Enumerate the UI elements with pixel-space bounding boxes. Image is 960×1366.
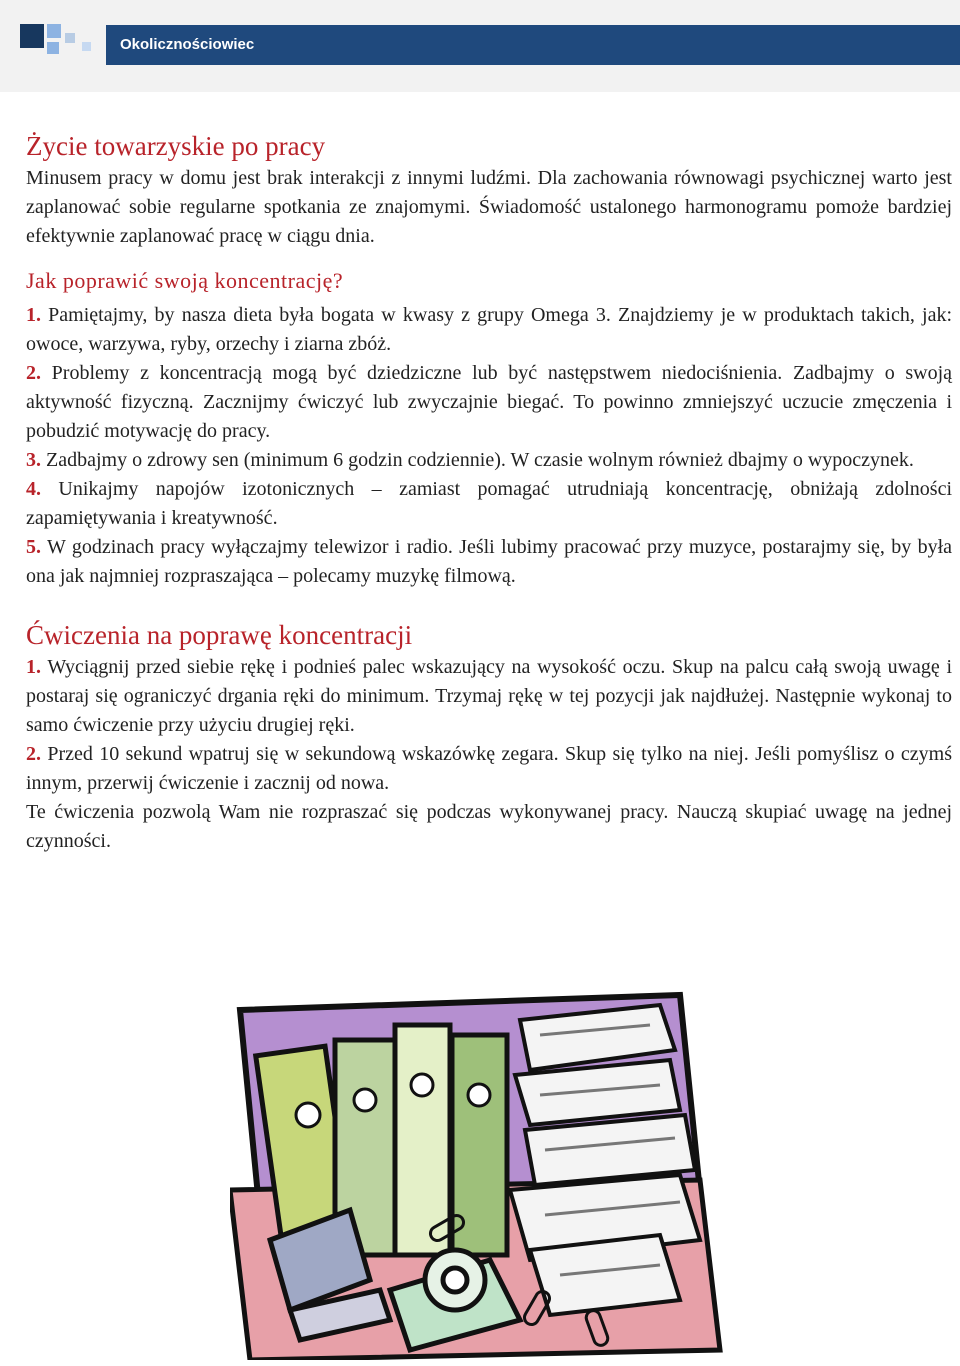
list-item — [26, 475, 952, 533]
list-number: 1. — [26, 304, 41, 326]
logo-square-light-small — [47, 42, 59, 54]
list-item — [26, 740, 952, 798]
section-paragraph-social-life: Minusem pracy w domu jest brak interakcji z innymi ludźmi. Dla zachowania równowagi psychicznej warto jest zaplanować sobie regularne spotkania ze znajomymi. Świadomość ustalonego harmonogramu pomoże bardziej efektywnie zaplanować pracę w ciągu dnia. — [26, 167, 952, 247]
concentration-list — [26, 301, 952, 591]
section-heading-exercises: Ćwiczenia na poprawę koncentracji — [26, 620, 413, 650]
list-text: Zadbajmy o zdrowy sen (minimum 6 godzin codziennie). W czasie wolnym również dbajmy o wypoczynek. — [46, 449, 914, 471]
list-text: Problemy z koncentracją mogą być dziedziczne lub być następstwem niedociśnienia. Zadbajmy o swoją aktywność fizyczną. Zacznijmy ćwiczyć lub zwyczajnie biegać. To powinno zmniejszyć uczucie zmęczenia i pobudzić motywację do pracy. — [26, 362, 953, 442]
list-number: 4. — [26, 478, 41, 500]
list-text: W godzinach pracy wyłączajmy telewizor i radio. Jeśli lubimy pracować przy muzyce, postarajmy się, by była ona jak najmniej rozpraszająca – polecamy muzykę filmową. — [26, 536, 952, 587]
closing-paragraph: Te ćwiczenia pozwolą Wam nie rozpraszać się podczas wykonywanej pracy. Nauczą skupiać uwagę na jednej czynności. — [26, 801, 952, 852]
exercises-list — [26, 653, 952, 798]
logo-square-pale — [65, 33, 75, 43]
article-body — [26, 128, 952, 856]
list-number: 1. — [26, 656, 41, 678]
logo-square-dark — [20, 24, 44, 48]
list-item — [26, 301, 952, 359]
logo-square-pale-small — [82, 42, 91, 51]
list-item — [26, 359, 952, 446]
list-item — [26, 533, 952, 591]
list-number: 3. — [26, 449, 41, 471]
office-supplies-clipart-icon — [230, 990, 730, 1360]
list-item — [26, 653, 952, 740]
list-text: Pamiętajmy, by nasza dieta była bogata w kwasy z grupy Omega 3. Znajdziemy je w produktach takich, jak: owoce, warzywa, ryby, orzechy i ziarna zbóż. — [26, 304, 953, 355]
list-number: 5. — [26, 536, 41, 558]
list-number: 2. — [26, 743, 41, 765]
list-text: Unikajmy napojów izotonicznych – zamiast pomagać utrudniają koncentrację, obniżają zdolności zapamiętywania i kreatywność. — [26, 478, 953, 529]
logo-square-light — [47, 24, 61, 38]
header-title: Okolicznościowiec — [106, 25, 960, 65]
list-number: 2. — [26, 362, 41, 384]
list-text: Wyciągnij przed siebie rękę i podnieś palec wskazujący na wysokość oczu. Skup na palcu całą swoją uwagę i postaraj się ograniczyć drgania ręki do minimum. Trzymaj rękę w tej pozycji jak najdłużej. Następnie wykonaj to samo ćwiczenie przy użyciu drugiej ręki. — [26, 656, 952, 736]
section-heading-concentration: Jak poprawić swoją koncentrację? — [26, 268, 344, 293]
section-heading-social-life: Życie towarzyskie po pracy — [26, 131, 326, 161]
header-band — [0, 0, 960, 92]
list-text: Przed 10 sekund wpatruj się w sekundową wskazówkę zegara. Skup się tylko na niej. Jeśli pomyślisz o czymś innym, przerwij ćwiczenie i zacznij od nowa. — [26, 743, 953, 794]
list-item — [26, 446, 952, 475]
